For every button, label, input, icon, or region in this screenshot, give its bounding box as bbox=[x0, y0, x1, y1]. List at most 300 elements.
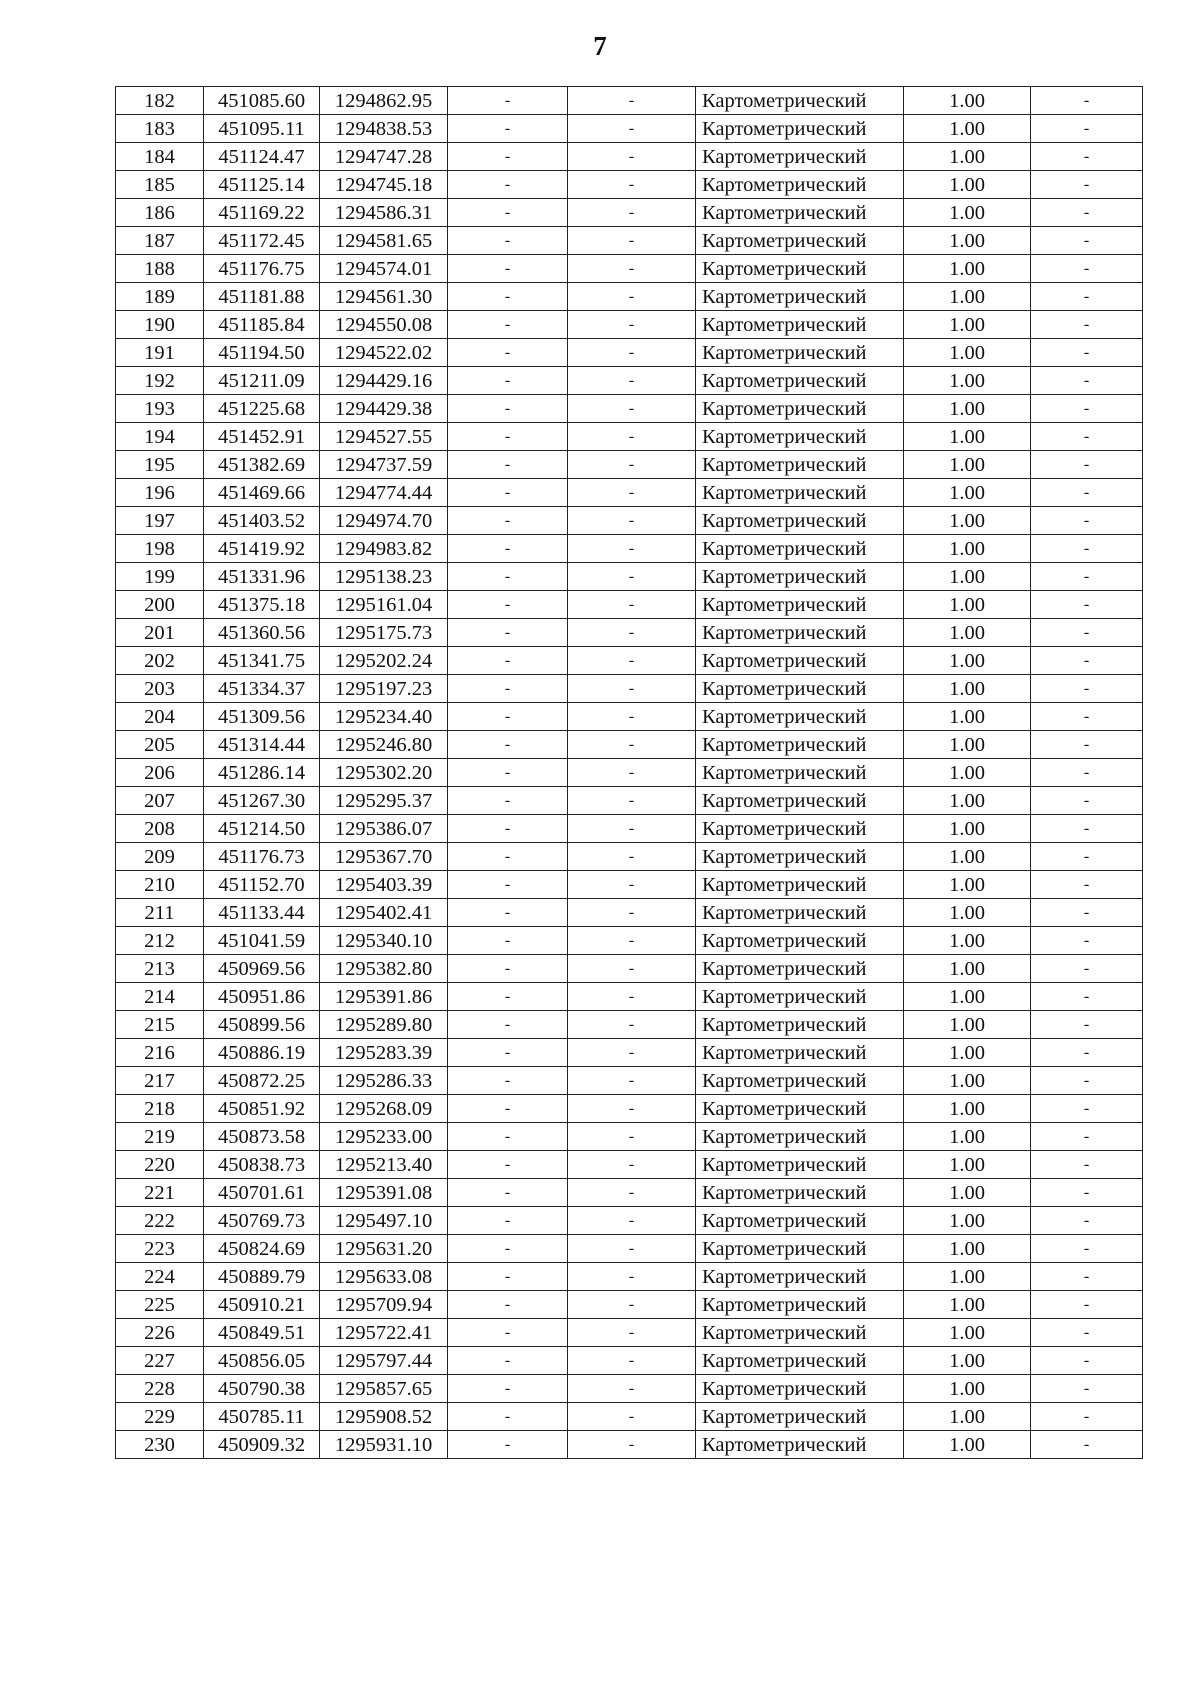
accuracy-cell: 1.00 bbox=[904, 395, 1031, 423]
point-number-cell: 183 bbox=[116, 115, 204, 143]
dash-cell: - bbox=[448, 899, 568, 927]
table-row bbox=[116, 815, 1143, 843]
dash-cell: - bbox=[448, 1403, 568, 1431]
table-row bbox=[116, 507, 1143, 535]
method-cell: Картометрический bbox=[696, 619, 904, 647]
dash-cell: - bbox=[448, 311, 568, 339]
table-row bbox=[116, 1039, 1143, 1067]
dash-cell: - bbox=[568, 1319, 696, 1347]
dash-cell: - bbox=[568, 199, 696, 227]
y-coordinate-cell: 1295138.23 bbox=[320, 563, 448, 591]
dash-cell: - bbox=[448, 927, 568, 955]
point-number-cell: 230 bbox=[116, 1431, 204, 1459]
dash-cell: - bbox=[568, 227, 696, 255]
dash-cell: - bbox=[448, 1207, 568, 1235]
accuracy-cell: 1.00 bbox=[904, 339, 1031, 367]
y-coordinate-cell: 1295283.39 bbox=[320, 1039, 448, 1067]
dash-cell: - bbox=[1031, 1067, 1143, 1095]
x-coordinate-cell: 450872.25 bbox=[204, 1067, 320, 1095]
x-coordinate-cell: 451419.92 bbox=[204, 535, 320, 563]
dash-cell: - bbox=[568, 563, 696, 591]
dash-cell: - bbox=[448, 675, 568, 703]
dash-cell: - bbox=[448, 983, 568, 1011]
method-cell: Картометрический bbox=[696, 563, 904, 591]
y-coordinate-cell: 1295402.41 bbox=[320, 899, 448, 927]
table-row bbox=[116, 1179, 1143, 1207]
y-coordinate-cell: 1294586.31 bbox=[320, 199, 448, 227]
y-coordinate-cell: 1294550.08 bbox=[320, 311, 448, 339]
table-row bbox=[116, 479, 1143, 507]
y-coordinate-cell: 1294527.55 bbox=[320, 423, 448, 451]
dash-cell: - bbox=[448, 87, 568, 115]
dash-cell: - bbox=[1031, 591, 1143, 619]
dash-cell: - bbox=[1031, 815, 1143, 843]
accuracy-cell: 1.00 bbox=[904, 199, 1031, 227]
y-coordinate-cell: 1294574.01 bbox=[320, 255, 448, 283]
dash-cell: - bbox=[448, 143, 568, 171]
accuracy-cell: 1.00 bbox=[904, 1235, 1031, 1263]
table-row bbox=[116, 871, 1143, 899]
x-coordinate-cell: 451041.59 bbox=[204, 927, 320, 955]
y-coordinate-cell: 1294745.18 bbox=[320, 171, 448, 199]
dash-cell: - bbox=[1031, 1151, 1143, 1179]
point-number-cell: 210 bbox=[116, 871, 204, 899]
point-number-cell: 203 bbox=[116, 675, 204, 703]
x-coordinate-cell: 450790.38 bbox=[204, 1375, 320, 1403]
x-coordinate-cell: 451214.50 bbox=[204, 815, 320, 843]
table-row bbox=[116, 647, 1143, 675]
x-coordinate-cell: 451309.56 bbox=[204, 703, 320, 731]
dash-cell: - bbox=[568, 171, 696, 199]
dash-cell: - bbox=[448, 871, 568, 899]
x-coordinate-cell: 451169.22 bbox=[204, 199, 320, 227]
point-number-cell: 201 bbox=[116, 619, 204, 647]
method-cell: Картометрический bbox=[696, 675, 904, 703]
dash-cell: - bbox=[448, 703, 568, 731]
dash-cell: - bbox=[448, 479, 568, 507]
table-row bbox=[116, 1151, 1143, 1179]
x-coordinate-cell: 451211.09 bbox=[204, 367, 320, 395]
dash-cell: - bbox=[1031, 451, 1143, 479]
table-row bbox=[116, 759, 1143, 787]
dash-cell: - bbox=[1031, 479, 1143, 507]
x-coordinate-cell: 450910.21 bbox=[204, 1291, 320, 1319]
table-row bbox=[116, 283, 1143, 311]
point-number-cell: 184 bbox=[116, 143, 204, 171]
table-body bbox=[116, 87, 1143, 1459]
point-number-cell: 202 bbox=[116, 647, 204, 675]
dash-cell: - bbox=[568, 423, 696, 451]
method-cell: Картометрический bbox=[696, 1011, 904, 1039]
point-number-cell: 195 bbox=[116, 451, 204, 479]
dash-cell: - bbox=[568, 619, 696, 647]
x-coordinate-cell: 450951.86 bbox=[204, 983, 320, 1011]
accuracy-cell: 1.00 bbox=[904, 311, 1031, 339]
dash-cell: - bbox=[448, 1179, 568, 1207]
x-coordinate-cell: 451469.66 bbox=[204, 479, 320, 507]
dash-cell: - bbox=[1031, 143, 1143, 171]
dash-cell: - bbox=[1031, 199, 1143, 227]
method-cell: Картометрический bbox=[696, 703, 904, 731]
dash-cell: - bbox=[568, 143, 696, 171]
dash-cell: - bbox=[1031, 1235, 1143, 1263]
dash-cell: - bbox=[448, 1095, 568, 1123]
y-coordinate-cell: 1295202.24 bbox=[320, 647, 448, 675]
dash-cell: - bbox=[448, 1431, 568, 1459]
x-coordinate-cell: 450838.73 bbox=[204, 1151, 320, 1179]
accuracy-cell: 1.00 bbox=[904, 1347, 1031, 1375]
dash-cell: - bbox=[1031, 311, 1143, 339]
table-row bbox=[116, 1347, 1143, 1375]
dash-cell: - bbox=[448, 339, 568, 367]
x-coordinate-cell: 450856.05 bbox=[204, 1347, 320, 1375]
point-number-cell: 222 bbox=[116, 1207, 204, 1235]
y-coordinate-cell: 1295213.40 bbox=[320, 1151, 448, 1179]
method-cell: Картометрический bbox=[696, 1319, 904, 1347]
dash-cell: - bbox=[568, 1375, 696, 1403]
x-coordinate-cell: 450873.58 bbox=[204, 1123, 320, 1151]
dash-cell: - bbox=[448, 199, 568, 227]
dash-cell: - bbox=[448, 1291, 568, 1319]
method-cell: Картометрический bbox=[696, 1095, 904, 1123]
table-row bbox=[116, 731, 1143, 759]
accuracy-cell: 1.00 bbox=[904, 1263, 1031, 1291]
method-cell: Картометрический bbox=[696, 1179, 904, 1207]
method-cell: Картометрический bbox=[696, 927, 904, 955]
table-row bbox=[116, 87, 1143, 115]
dash-cell: - bbox=[1031, 1011, 1143, 1039]
y-coordinate-cell: 1295391.08 bbox=[320, 1179, 448, 1207]
method-cell: Картометрический bbox=[696, 1291, 904, 1319]
y-coordinate-cell: 1295367.70 bbox=[320, 843, 448, 871]
method-cell: Картометрический bbox=[696, 367, 904, 395]
point-number-cell: 224 bbox=[116, 1263, 204, 1291]
point-number-cell: 188 bbox=[116, 255, 204, 283]
method-cell: Картометрический bbox=[696, 395, 904, 423]
method-cell: Картометрический bbox=[696, 87, 904, 115]
dash-cell: - bbox=[1031, 1263, 1143, 1291]
dash-cell: - bbox=[1031, 1291, 1143, 1319]
dash-cell: - bbox=[448, 619, 568, 647]
accuracy-cell: 1.00 bbox=[904, 563, 1031, 591]
dash-cell: - bbox=[448, 535, 568, 563]
dash-cell: - bbox=[448, 563, 568, 591]
point-number-cell: 182 bbox=[116, 87, 204, 115]
method-cell: Картометрический bbox=[696, 283, 904, 311]
dash-cell: - bbox=[1031, 1095, 1143, 1123]
x-coordinate-cell: 450851.92 bbox=[204, 1095, 320, 1123]
method-cell: Картометрический bbox=[696, 1263, 904, 1291]
method-cell: Картометрический bbox=[696, 115, 904, 143]
point-number-cell: 214 bbox=[116, 983, 204, 1011]
x-coordinate-cell: 451403.52 bbox=[204, 507, 320, 535]
x-coordinate-cell: 450889.79 bbox=[204, 1263, 320, 1291]
dash-cell: - bbox=[448, 1039, 568, 1067]
dash-cell: - bbox=[1031, 703, 1143, 731]
table-row bbox=[116, 675, 1143, 703]
dash-cell: - bbox=[568, 1039, 696, 1067]
x-coordinate-cell: 450769.73 bbox=[204, 1207, 320, 1235]
table-row bbox=[116, 311, 1143, 339]
x-coordinate-cell: 451133.44 bbox=[204, 899, 320, 927]
dash-cell: - bbox=[1031, 899, 1143, 927]
accuracy-cell: 1.00 bbox=[904, 815, 1031, 843]
accuracy-cell: 1.00 bbox=[904, 1067, 1031, 1095]
method-cell: Картометрический bbox=[696, 535, 904, 563]
dash-cell: - bbox=[448, 815, 568, 843]
accuracy-cell: 1.00 bbox=[904, 899, 1031, 927]
dash-cell: - bbox=[568, 1067, 696, 1095]
table-row bbox=[116, 619, 1143, 647]
dash-cell: - bbox=[448, 731, 568, 759]
point-number-cell: 221 bbox=[116, 1179, 204, 1207]
dash-cell: - bbox=[568, 759, 696, 787]
point-number-cell: 196 bbox=[116, 479, 204, 507]
x-coordinate-cell: 451125.14 bbox=[204, 171, 320, 199]
x-coordinate-cell: 451341.75 bbox=[204, 647, 320, 675]
x-coordinate-cell: 450886.19 bbox=[204, 1039, 320, 1067]
accuracy-cell: 1.00 bbox=[904, 227, 1031, 255]
dash-cell: - bbox=[448, 1011, 568, 1039]
method-cell: Картометрический bbox=[696, 1375, 904, 1403]
dash-cell: - bbox=[1031, 983, 1143, 1011]
table-row bbox=[116, 255, 1143, 283]
y-coordinate-cell: 1295709.94 bbox=[320, 1291, 448, 1319]
method-cell: Картометрический bbox=[696, 815, 904, 843]
x-coordinate-cell: 451181.88 bbox=[204, 283, 320, 311]
dash-cell: - bbox=[568, 339, 696, 367]
x-coordinate-cell: 451360.56 bbox=[204, 619, 320, 647]
accuracy-cell: 1.00 bbox=[904, 367, 1031, 395]
dash-cell: - bbox=[568, 87, 696, 115]
method-cell: Картометрический bbox=[696, 843, 904, 871]
dash-cell: - bbox=[568, 255, 696, 283]
dash-cell: - bbox=[448, 451, 568, 479]
dash-cell: - bbox=[568, 815, 696, 843]
x-coordinate-cell: 450849.51 bbox=[204, 1319, 320, 1347]
y-coordinate-cell: 1295722.41 bbox=[320, 1319, 448, 1347]
method-cell: Картометрический bbox=[696, 507, 904, 535]
dash-cell: - bbox=[1031, 1403, 1143, 1431]
method-cell: Картометрический bbox=[696, 311, 904, 339]
x-coordinate-cell: 451085.60 bbox=[204, 87, 320, 115]
x-coordinate-cell: 450969.56 bbox=[204, 955, 320, 983]
x-coordinate-cell: 450824.69 bbox=[204, 1235, 320, 1263]
dash-cell: - bbox=[568, 115, 696, 143]
y-coordinate-cell: 1295797.44 bbox=[320, 1347, 448, 1375]
y-coordinate-cell: 1295233.00 bbox=[320, 1123, 448, 1151]
method-cell: Картометрический bbox=[696, 423, 904, 451]
y-coordinate-cell: 1295246.80 bbox=[320, 731, 448, 759]
dash-cell: - bbox=[1031, 339, 1143, 367]
x-coordinate-cell: 451225.68 bbox=[204, 395, 320, 423]
dash-cell: - bbox=[1031, 843, 1143, 871]
point-number-cell: 194 bbox=[116, 423, 204, 451]
point-number-cell: 186 bbox=[116, 199, 204, 227]
table-row bbox=[116, 451, 1143, 479]
method-cell: Картометрический bbox=[696, 1403, 904, 1431]
dash-cell: - bbox=[568, 283, 696, 311]
dash-cell: - bbox=[568, 1431, 696, 1459]
method-cell: Картометрический bbox=[696, 871, 904, 899]
accuracy-cell: 1.00 bbox=[904, 255, 1031, 283]
accuracy-cell: 1.00 bbox=[904, 591, 1031, 619]
y-coordinate-cell: 1295391.86 bbox=[320, 983, 448, 1011]
accuracy-cell: 1.00 bbox=[904, 451, 1031, 479]
point-number-cell: 220 bbox=[116, 1151, 204, 1179]
dash-cell: - bbox=[1031, 1319, 1143, 1347]
point-number-cell: 211 bbox=[116, 899, 204, 927]
method-cell: Картометрический bbox=[696, 1431, 904, 1459]
table-row bbox=[116, 1207, 1143, 1235]
method-cell: Картометрический bbox=[696, 255, 904, 283]
accuracy-cell: 1.00 bbox=[904, 955, 1031, 983]
y-coordinate-cell: 1295931.10 bbox=[320, 1431, 448, 1459]
point-number-cell: 216 bbox=[116, 1039, 204, 1067]
accuracy-cell: 1.00 bbox=[904, 647, 1031, 675]
table-row bbox=[116, 423, 1143, 451]
table-row bbox=[116, 535, 1143, 563]
table-row bbox=[116, 1319, 1143, 1347]
y-coordinate-cell: 1295633.08 bbox=[320, 1263, 448, 1291]
accuracy-cell: 1.00 bbox=[904, 731, 1031, 759]
x-coordinate-cell: 450701.61 bbox=[204, 1179, 320, 1207]
table-row bbox=[116, 1067, 1143, 1095]
point-number-cell: 207 bbox=[116, 787, 204, 815]
dash-cell: - bbox=[448, 1151, 568, 1179]
y-coordinate-cell: 1294561.30 bbox=[320, 283, 448, 311]
y-coordinate-cell: 1295386.07 bbox=[320, 815, 448, 843]
method-cell: Картометрический bbox=[696, 143, 904, 171]
accuracy-cell: 1.00 bbox=[904, 479, 1031, 507]
dash-cell: - bbox=[1031, 787, 1143, 815]
dash-cell: - bbox=[568, 871, 696, 899]
dash-cell: - bbox=[1031, 1123, 1143, 1151]
y-coordinate-cell: 1295286.33 bbox=[320, 1067, 448, 1095]
dash-cell: - bbox=[1031, 619, 1143, 647]
dash-cell: - bbox=[568, 367, 696, 395]
dash-cell: - bbox=[568, 1403, 696, 1431]
dash-cell: - bbox=[448, 1347, 568, 1375]
point-number-cell: 189 bbox=[116, 283, 204, 311]
x-coordinate-cell: 451194.50 bbox=[204, 339, 320, 367]
dash-cell: - bbox=[568, 395, 696, 423]
dash-cell: - bbox=[568, 1123, 696, 1151]
method-cell: Картометрический bbox=[696, 171, 904, 199]
method-cell: Картометрический bbox=[696, 1123, 904, 1151]
point-number-cell: 223 bbox=[116, 1235, 204, 1263]
dash-cell: - bbox=[568, 451, 696, 479]
table-row bbox=[116, 1375, 1143, 1403]
dash-cell: - bbox=[568, 479, 696, 507]
accuracy-cell: 1.00 bbox=[904, 143, 1031, 171]
point-number-cell: 187 bbox=[116, 227, 204, 255]
table-row bbox=[116, 563, 1143, 591]
dash-cell: - bbox=[1031, 759, 1143, 787]
dash-cell: - bbox=[448, 395, 568, 423]
point-number-cell: 218 bbox=[116, 1095, 204, 1123]
method-cell: Картометрический bbox=[696, 339, 904, 367]
dash-cell: - bbox=[1031, 1039, 1143, 1067]
y-coordinate-cell: 1295175.73 bbox=[320, 619, 448, 647]
accuracy-cell: 1.00 bbox=[904, 787, 1031, 815]
x-coordinate-cell: 451172.45 bbox=[204, 227, 320, 255]
table-row bbox=[116, 1431, 1143, 1459]
method-cell: Картометрический bbox=[696, 479, 904, 507]
accuracy-cell: 1.00 bbox=[904, 1123, 1031, 1151]
x-coordinate-cell: 451286.14 bbox=[204, 759, 320, 787]
y-coordinate-cell: 1294838.53 bbox=[320, 115, 448, 143]
point-number-cell: 213 bbox=[116, 955, 204, 983]
accuracy-cell: 1.00 bbox=[904, 1431, 1031, 1459]
dash-cell: - bbox=[1031, 255, 1143, 283]
dash-cell: - bbox=[1031, 731, 1143, 759]
point-number-cell: 205 bbox=[116, 731, 204, 759]
y-coordinate-cell: 1294581.65 bbox=[320, 227, 448, 255]
point-number-cell: 226 bbox=[116, 1319, 204, 1347]
table-row bbox=[116, 1263, 1143, 1291]
point-number-cell: 229 bbox=[116, 1403, 204, 1431]
dash-cell: - bbox=[1031, 507, 1143, 535]
method-cell: Картометрический bbox=[696, 647, 904, 675]
accuracy-cell: 1.00 bbox=[904, 675, 1031, 703]
method-cell: Картометрический bbox=[696, 591, 904, 619]
dash-cell: - bbox=[448, 115, 568, 143]
x-coordinate-cell: 451452.91 bbox=[204, 423, 320, 451]
y-coordinate-cell: 1295289.80 bbox=[320, 1011, 448, 1039]
page-number: 7 bbox=[593, 31, 607, 61]
table-row bbox=[116, 955, 1143, 983]
point-number-cell: 208 bbox=[116, 815, 204, 843]
y-coordinate-cell: 1294983.82 bbox=[320, 535, 448, 563]
dash-cell: - bbox=[448, 283, 568, 311]
dash-cell: - bbox=[1031, 87, 1143, 115]
dash-cell: - bbox=[1031, 171, 1143, 199]
y-coordinate-cell: 1295497.10 bbox=[320, 1207, 448, 1235]
x-coordinate-cell: 451267.30 bbox=[204, 787, 320, 815]
point-number-cell: 227 bbox=[116, 1347, 204, 1375]
method-cell: Картометрический bbox=[696, 787, 904, 815]
accuracy-cell: 1.00 bbox=[904, 1179, 1031, 1207]
point-number-cell: 215 bbox=[116, 1011, 204, 1039]
method-cell: Картометрический bbox=[696, 451, 904, 479]
x-coordinate-cell: 451375.18 bbox=[204, 591, 320, 619]
accuracy-cell: 1.00 bbox=[904, 1095, 1031, 1123]
point-number-cell: 192 bbox=[116, 367, 204, 395]
accuracy-cell: 1.00 bbox=[904, 871, 1031, 899]
point-number-cell: 199 bbox=[116, 563, 204, 591]
dash-cell: - bbox=[448, 955, 568, 983]
table-row bbox=[116, 1291, 1143, 1319]
method-cell: Картометрический bbox=[696, 227, 904, 255]
dash-cell: - bbox=[1031, 227, 1143, 255]
y-coordinate-cell: 1295340.10 bbox=[320, 927, 448, 955]
accuracy-cell: 1.00 bbox=[904, 283, 1031, 311]
x-coordinate-cell: 451331.96 bbox=[204, 563, 320, 591]
dash-cell: - bbox=[448, 1263, 568, 1291]
dash-cell: - bbox=[1031, 395, 1143, 423]
dash-cell: - bbox=[448, 1123, 568, 1151]
point-number-cell: 193 bbox=[116, 395, 204, 423]
dash-cell: - bbox=[568, 1235, 696, 1263]
dash-cell: - bbox=[448, 843, 568, 871]
dash-cell: - bbox=[1031, 1207, 1143, 1235]
table-row bbox=[116, 1123, 1143, 1151]
dash-cell: - bbox=[1031, 927, 1143, 955]
table-row bbox=[116, 703, 1143, 731]
dash-cell: - bbox=[448, 1319, 568, 1347]
y-coordinate-cell: 1295268.09 bbox=[320, 1095, 448, 1123]
